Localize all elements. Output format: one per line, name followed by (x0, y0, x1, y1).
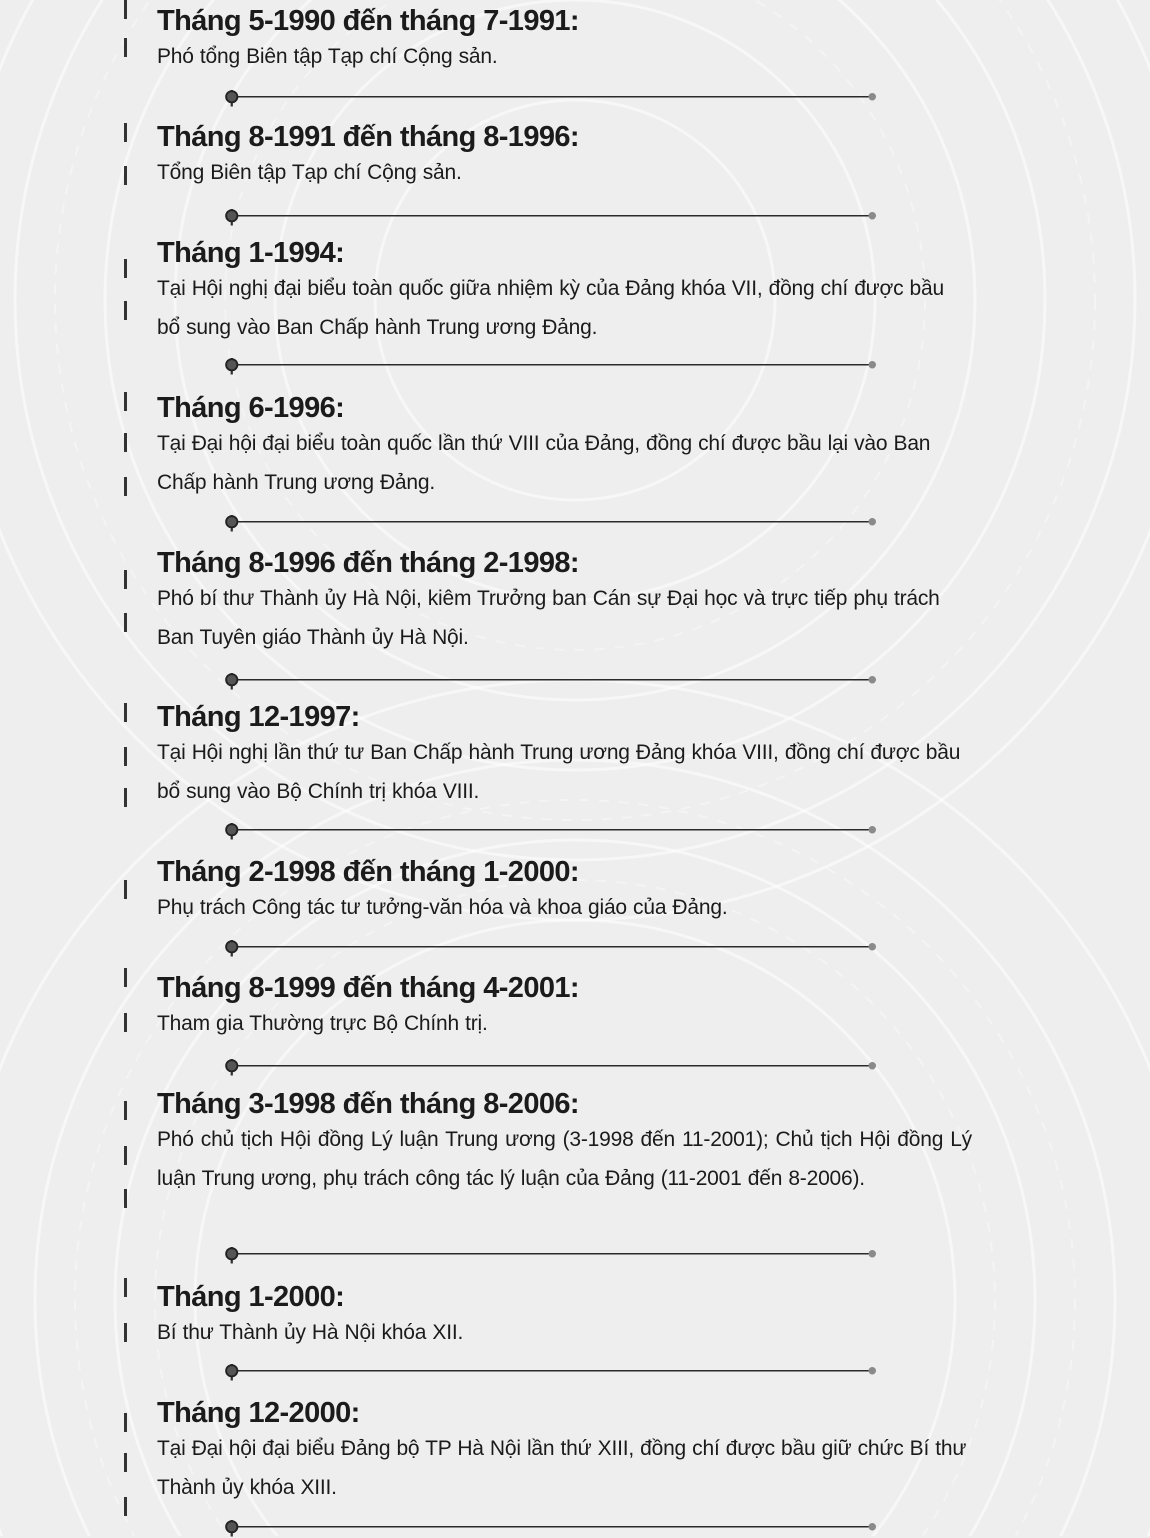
entry-description: Phụ trách Công tác tư tưởng-văn hóa và khoa giáo của Đảng. (157, 896, 728, 919)
entry-title: Tháng 1-2000: (157, 1281, 345, 1313)
entry-description: Tại Đại hội đại biểu toàn quốc lần thứ VIII của Đảng, đồng chí được bầu lại vào Ban Chấp hành Trung ương Đảng. (157, 432, 931, 494)
timeline-divider (117, 1364, 987, 1382)
timeline-dash (124, 433, 127, 452)
entry-title: Tháng 8-1991 đến tháng 8-1996: (157, 121, 579, 153)
timeline-dash (124, 123, 127, 142)
timeline-node-icon (226, 1365, 237, 1376)
entry-description: Tổng Biên tập Tạp chí Cộng sản. (157, 161, 462, 184)
divider-end-dot (869, 93, 877, 101)
timeline-dash (124, 968, 127, 987)
divider-end-dot (869, 1250, 877, 1258)
timeline-dash (124, 747, 127, 766)
timeline-dash (124, 1453, 127, 1472)
entry-description: Tại Hội nghị lần thứ tư Ban Chấp hành Trung ương Đảng khóa VIII, đồng chí được bầu bổ sung vào Bộ Chính trị khóa VIII. (157, 741, 961, 803)
divider-end-dot (869, 212, 877, 220)
divider-end-dot (869, 676, 877, 684)
divider-end-dot (869, 943, 877, 951)
timeline-entry (157, 391, 972, 502)
timeline-dash (124, 1189, 127, 1208)
timeline-entry (157, 1280, 972, 1353)
timeline-dash (124, 1013, 127, 1032)
timeline-divider (117, 823, 987, 841)
divider-end-dot (869, 1062, 877, 1070)
entry-title: Tháng 6-1996: (157, 392, 345, 424)
entry-description: Tại Hội nghị đại biểu toàn quốc giữa nhiệm kỳ của Đảng khóa VII, đồng chí được bầu bổ sung vào Ban Chấp hành Trung ương Đảng. (157, 277, 944, 339)
entry-title: Tháng 8-1999 đến tháng 4-2001: (157, 972, 579, 1004)
timeline-entry (157, 4, 972, 77)
timeline-node-icon (226, 210, 237, 221)
timeline-entry (157, 236, 972, 347)
timeline-dash (124, 301, 127, 320)
timeline-divider (117, 940, 987, 958)
timeline-entry (157, 700, 972, 811)
timeline-node-icon (226, 1521, 237, 1532)
entry-description: Phó bí thư Thành ủy Hà Nội, kiêm Trưởng ban Cán sự Đại học và trực tiếp phụ trách Ban Tuyên giáo Thành ủy Hà Nội. (157, 587, 940, 649)
timeline-dash (124, 392, 127, 411)
timeline-divider (117, 358, 987, 376)
timeline-node-icon (226, 1060, 237, 1071)
timeline-divider (117, 1520, 987, 1538)
entry-title: Tháng 3-1998 đến tháng 8-2006: (157, 1088, 579, 1120)
entry-description: Tại Đại hội đại biểu Đảng bộ TP Hà Nội lần thứ XIII, đồng chí được bầu giữ chức Bí thư Thành ủy khóa XIII. (157, 1437, 967, 1499)
timeline-node-icon (226, 516, 237, 527)
timeline-dash (124, 259, 127, 278)
timeline-node-icon (226, 674, 237, 685)
timeline-dash (124, 1497, 127, 1516)
timeline-dash (124, 38, 127, 57)
entry-title: Tháng 12-1997: (157, 701, 360, 733)
timeline-node-icon (226, 359, 237, 370)
entry-description: Phó tổng Biên tập Tạp chí Cộng sản. (157, 45, 498, 68)
timeline-node-icon (226, 91, 237, 102)
timeline-divider (117, 90, 987, 108)
timeline-divider (117, 673, 987, 691)
timeline-entry (157, 971, 972, 1044)
entry-description: Tham gia Thường trực Bộ Chính trị. (157, 1012, 488, 1035)
entry-title: Tháng 5-1990 đến tháng 7-1991: (157, 5, 579, 37)
timeline-dash (124, 613, 127, 632)
timeline-divider (117, 1059, 987, 1077)
entry-title: Tháng 2-1998 đến tháng 1-2000: (157, 856, 579, 888)
timeline-entry (157, 120, 972, 193)
timeline-entry (157, 855, 972, 928)
divider-end-dot (869, 361, 877, 369)
timeline-dash (124, 1278, 127, 1297)
timeline-divider (117, 209, 987, 227)
entry-title: Tháng 8-1996 đến tháng 2-1998: (157, 547, 579, 579)
timeline-entry (157, 1396, 972, 1507)
timeline-dash (124, 1146, 127, 1165)
entry-title: Tháng 12-2000: (157, 1397, 360, 1429)
timeline-divider (117, 515, 987, 533)
divider-end-dot (869, 518, 877, 526)
timeline-dash (124, 166, 127, 185)
timeline-dash (124, 703, 127, 722)
timeline-entry (157, 1087, 972, 1198)
timeline-divider (117, 1247, 987, 1265)
entry-description: Bí thư Thành ủy Hà Nội khóa XII. (157, 1321, 464, 1344)
timeline-dash (124, 1101, 127, 1120)
timeline-node-icon (226, 1248, 237, 1259)
timeline-dash (124, 570, 127, 589)
entry-title: Tháng 1-1994: (157, 237, 345, 269)
timeline-dash (124, 477, 127, 496)
timeline-entry (157, 546, 972, 657)
divider-end-dot (869, 1367, 877, 1375)
timeline-node-icon (226, 824, 237, 835)
timeline-dash (124, 0, 127, 19)
timeline-dash (124, 1413, 127, 1432)
divider-end-dot (869, 1523, 877, 1531)
timeline-dash (124, 880, 127, 899)
divider-end-dot (869, 826, 877, 834)
entry-description: Phó chủ tịch Hội đồng Lý luận Trung ương (3-1998 đến 11-2001); Chủ tịch Hội đồng Lý luận Trung ương, phụ trách công tác lý luận của Đảng (11-2001 đến 8-2006). (157, 1128, 972, 1190)
timeline-dash (124, 788, 127, 807)
timeline-dash (124, 1323, 127, 1342)
timeline-node-icon (226, 941, 237, 952)
